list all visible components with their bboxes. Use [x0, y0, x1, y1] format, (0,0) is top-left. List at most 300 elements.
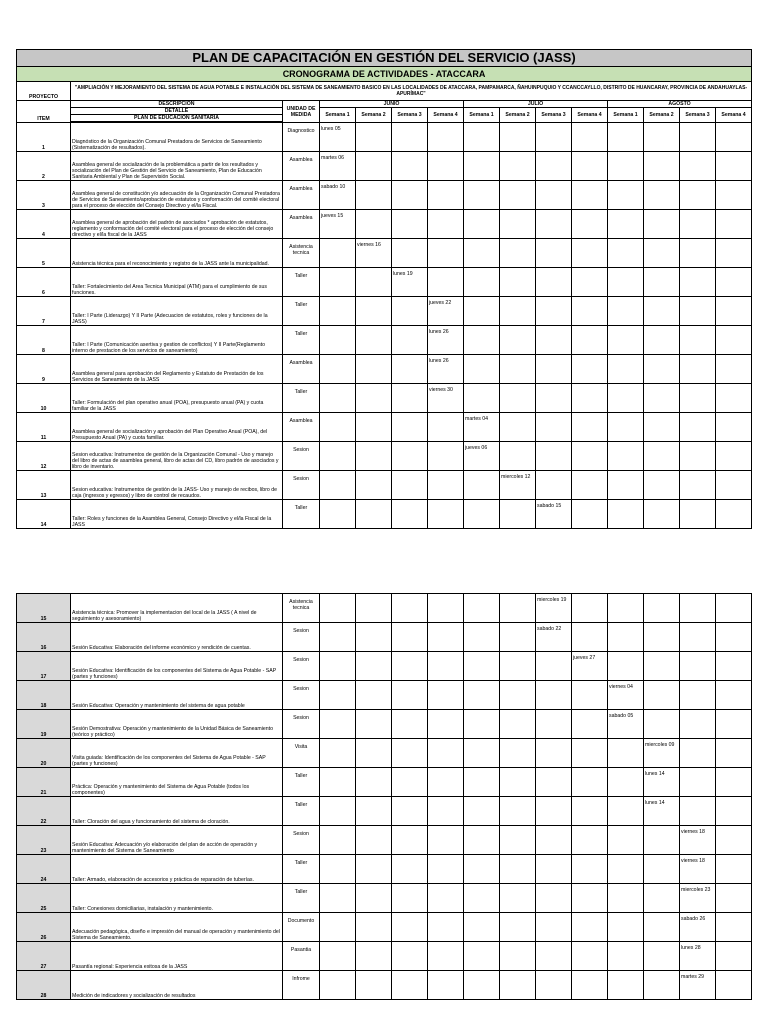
week-cell	[392, 297, 428, 326]
week-cell	[536, 384, 572, 413]
week-cell	[680, 355, 716, 384]
week-cell	[572, 768, 608, 797]
week-cell	[608, 623, 644, 652]
week-cell	[500, 326, 536, 355]
activity-description: Taller: Cloración del agua y funcionamiento del sistema de cloración.	[71, 797, 283, 826]
week-cell	[356, 768, 392, 797]
week-cell	[320, 442, 356, 471]
week-cell	[392, 413, 428, 442]
week-cell	[644, 442, 680, 471]
week-cell	[500, 210, 536, 239]
week-cell	[320, 355, 356, 384]
week-cell	[536, 181, 572, 210]
week-cell	[572, 913, 608, 942]
unit-of-measure: Sesion	[283, 681, 320, 710]
activity-description: Sesion educativa: Instrumentos de gestión de la JASS- Uso y manejo de recibos, libro de caja (ingresos y egresos) y libro de control de recaudos.	[71, 471, 283, 500]
week-cell	[608, 594, 644, 623]
week-cell	[500, 768, 536, 797]
week-cell	[536, 971, 572, 1000]
week-cell	[608, 500, 644, 529]
week-cell	[680, 239, 716, 268]
week-cell	[464, 123, 500, 152]
week-cell	[644, 500, 680, 529]
week-cell	[608, 210, 644, 239]
week-cell	[572, 181, 608, 210]
week-cell	[680, 210, 716, 239]
week-cell	[716, 210, 752, 239]
activity-description: Asistencia técnica para el reconocimiento y registro de la JASS ante la municipalidad.	[71, 239, 283, 268]
week-cell	[356, 442, 392, 471]
week-cell	[356, 181, 392, 210]
week-cell	[356, 942, 392, 971]
schedule-table-page1	[16, 49, 752, 529]
week-cell	[536, 210, 572, 239]
item-number: 13	[17, 471, 71, 500]
week-cell	[392, 152, 428, 181]
week-cell	[356, 268, 392, 297]
scheduled-date: viernes 18	[680, 826, 716, 855]
week-header: Semana 3	[536, 108, 572, 123]
week-cell	[320, 913, 356, 942]
scheduled-date: viernes 30	[428, 384, 464, 413]
week-cell	[464, 710, 500, 739]
week-cell	[644, 623, 680, 652]
scheduled-date: lunes 19	[392, 268, 428, 297]
table-row	[17, 442, 752, 471]
week-cell	[716, 681, 752, 710]
week-cell	[500, 681, 536, 710]
week-cell	[644, 355, 680, 384]
week-cell	[428, 855, 464, 884]
week-cell	[536, 442, 572, 471]
table-row	[17, 942, 752, 971]
week-cell	[680, 326, 716, 355]
week-cell	[356, 623, 392, 652]
item-number: 7	[17, 297, 71, 326]
week-cell	[392, 471, 428, 500]
week-cell	[716, 884, 752, 913]
unit-of-measure: Asamblea	[283, 210, 320, 239]
scheduled-date: miercoles 23	[680, 884, 716, 913]
item-number: 24	[17, 855, 71, 884]
month-agosto: AGOSTO	[608, 101, 752, 108]
week-cell	[608, 884, 644, 913]
week-cell	[680, 652, 716, 681]
week-cell	[608, 268, 644, 297]
week-cell	[644, 942, 680, 971]
week-cell	[536, 471, 572, 500]
scheduled-date: lunes 14	[644, 768, 680, 797]
week-cell	[572, 681, 608, 710]
week-cell	[716, 826, 752, 855]
activity-description: Sesión Educativa: Operación y mantenimiento del sistema de agua potable	[71, 681, 283, 710]
activity-description: Asamblea general de aprobación del padrón de asociados * aprobación de estatutos, reglamento y conformación del comité electoral para el proceso de elección del consejo directivo y el/la fiscal de la JASS	[71, 210, 283, 239]
week-cell	[680, 797, 716, 826]
week-cell	[428, 594, 464, 623]
scheduled-date: miercoles 19	[536, 594, 572, 623]
week-cell	[716, 768, 752, 797]
item-number: 8	[17, 326, 71, 355]
week-cell	[644, 239, 680, 268]
week-cell	[464, 594, 500, 623]
week-cell	[464, 181, 500, 210]
week-cell	[392, 123, 428, 152]
unit-of-measure: Sesion	[283, 442, 320, 471]
week-cell	[392, 942, 428, 971]
week-cell	[608, 913, 644, 942]
week-cell	[464, 355, 500, 384]
table-row	[17, 797, 752, 826]
week-cell	[464, 239, 500, 268]
week-cell	[608, 442, 644, 471]
unit-of-measure: Sesion	[283, 471, 320, 500]
week-cell	[464, 768, 500, 797]
week-cell	[356, 355, 392, 384]
week-cell	[608, 652, 644, 681]
week-cell	[428, 971, 464, 1000]
week-cell	[644, 826, 680, 855]
unit-of-measure: Pasantia	[283, 942, 320, 971]
week-cell	[716, 123, 752, 152]
week-cell	[680, 500, 716, 529]
week-cell	[572, 384, 608, 413]
detalle-header: DETALLE	[71, 108, 283, 115]
item-number: 5	[17, 239, 71, 268]
week-cell	[608, 384, 644, 413]
item-number: 12	[17, 442, 71, 471]
week-cell	[320, 681, 356, 710]
week-cell	[536, 268, 572, 297]
week-cell	[356, 500, 392, 529]
activity-description: Sesión Demostrativa: Operación y mantenimiento de la Unidad Básica de Saneamiento (teórico y práctico)	[71, 710, 283, 739]
week-cell	[644, 681, 680, 710]
unit-of-measure: Asamblea	[283, 355, 320, 384]
unit-of-measure: Taller	[283, 297, 320, 326]
week-cell	[392, 913, 428, 942]
week-cell	[356, 681, 392, 710]
week-cell	[320, 971, 356, 1000]
week-cell	[644, 181, 680, 210]
week-cell	[572, 355, 608, 384]
item-number: 20	[17, 739, 71, 768]
item-number: 28	[17, 971, 71, 1000]
week-cell	[536, 123, 572, 152]
week-cell	[392, 326, 428, 355]
activity-rows-page2	[17, 594, 752, 1000]
week-cell	[392, 971, 428, 1000]
week-cell	[680, 594, 716, 623]
week-header: Semana 3	[392, 108, 428, 123]
unit-of-measure: Documento	[283, 913, 320, 942]
week-cell	[320, 797, 356, 826]
table-row	[17, 855, 752, 884]
week-cell	[680, 123, 716, 152]
scheduled-date: jueves 22	[428, 297, 464, 326]
week-cell	[536, 884, 572, 913]
week-cell	[428, 942, 464, 971]
week-cell	[716, 739, 752, 768]
unit-of-measure: Taller	[283, 384, 320, 413]
week-cell	[680, 384, 716, 413]
week-cell	[536, 152, 572, 181]
week-cell	[680, 739, 716, 768]
week-cell	[572, 239, 608, 268]
week-cell	[572, 942, 608, 971]
week-cell	[392, 442, 428, 471]
week-cell	[644, 210, 680, 239]
week-cell	[716, 797, 752, 826]
table-row	[17, 971, 752, 1000]
week-cell	[608, 355, 644, 384]
unit-of-measure: Taller	[283, 855, 320, 884]
week-header: Semana 1	[464, 108, 500, 123]
table-row	[17, 355, 752, 384]
week-cell	[716, 971, 752, 1000]
week-cell	[536, 297, 572, 326]
week-cell	[500, 181, 536, 210]
unit-of-measure: Diagnostico	[283, 123, 320, 152]
week-cell	[680, 710, 716, 739]
scheduled-date: jueves 06	[464, 442, 500, 471]
week-cell	[356, 826, 392, 855]
week-cell	[320, 942, 356, 971]
week-cell	[392, 826, 428, 855]
item-number: 3	[17, 181, 71, 210]
week-cell	[356, 384, 392, 413]
item-number: 21	[17, 768, 71, 797]
week-cell	[428, 884, 464, 913]
activity-description: Taller: Conexiones domiciliarias, instalación y mantenimiento.	[71, 884, 283, 913]
week-cell	[320, 500, 356, 529]
week-cell	[572, 884, 608, 913]
unit-of-measure: Taller	[283, 797, 320, 826]
scheduled-date: viernes 16	[356, 239, 392, 268]
activity-description: Asamblea general de socialización de la problemática a partir de los resultados y socialización del Plan de Gestión del Servicio de Saneamiento, Plan de Educación Sanitaria Ambiental y Plan de Supervisión Social.	[71, 152, 283, 181]
week-cell	[608, 826, 644, 855]
activity-description: Taller: Armado, elaboración de accesorios y práctica de reparación de tuberías.	[71, 855, 283, 884]
week-cell	[644, 710, 680, 739]
week-cell	[356, 123, 392, 152]
item-number: 22	[17, 797, 71, 826]
week-cell	[500, 855, 536, 884]
table-row	[17, 297, 752, 326]
week-cell	[572, 739, 608, 768]
week-cell	[536, 739, 572, 768]
week-cell	[716, 268, 752, 297]
week-cell	[500, 442, 536, 471]
week-cell	[392, 797, 428, 826]
week-cell	[320, 710, 356, 739]
week-cell	[464, 797, 500, 826]
week-cell	[716, 326, 752, 355]
week-cell	[572, 297, 608, 326]
unidad-header: UNIDAD DE MEDIDA	[283, 101, 320, 123]
week-cell	[536, 413, 572, 442]
week-cell	[428, 442, 464, 471]
week-cell	[356, 913, 392, 942]
week-cell	[608, 739, 644, 768]
item-number: 6	[17, 268, 71, 297]
week-cell	[500, 710, 536, 739]
week-cell	[428, 123, 464, 152]
item-number: 14	[17, 500, 71, 529]
week-cell	[320, 239, 356, 268]
week-cell	[320, 326, 356, 355]
table-row	[17, 768, 752, 797]
week-cell	[320, 413, 356, 442]
unit-of-measure: Taller	[283, 884, 320, 913]
week-cell	[608, 942, 644, 971]
week-cell	[320, 855, 356, 884]
week-cell	[572, 471, 608, 500]
week-cell	[428, 826, 464, 855]
scheduled-date: martes 06	[320, 152, 356, 181]
month-julio: JULIO	[464, 101, 608, 108]
week-cell	[500, 826, 536, 855]
week-cell	[716, 442, 752, 471]
scheduled-date: viernes 18	[680, 855, 716, 884]
item-number: 17	[17, 652, 71, 681]
week-cell	[356, 471, 392, 500]
week-cell	[716, 181, 752, 210]
week-cell	[536, 942, 572, 971]
week-cell	[320, 384, 356, 413]
activity-description: Asamblea general de constitución y/o adecuación de la Organización Comunal Prestadora de Servicios de Saneamiento/aprobación de estatutos y conformación del comité electoral para el proceso de elección del Consejo Directivo y el/la Fiscal.	[71, 181, 283, 210]
week-cell	[500, 500, 536, 529]
week-cell	[500, 384, 536, 413]
week-cell	[428, 268, 464, 297]
week-header: Semana 1	[320, 108, 356, 123]
week-cell	[464, 326, 500, 355]
item-number: 26	[17, 913, 71, 942]
unit-of-measure: Asamblea	[283, 152, 320, 181]
week-cell	[392, 884, 428, 913]
doc-subtitle: CRONOGRAMA DE ACTIVIDADES - ATACCARA	[17, 67, 752, 82]
activity-description: Taller: I Parte (Liderazgo) Y II Parte (Adecuacion de estatutos, roles y funciones de la JASS)	[71, 297, 283, 326]
week-cell	[572, 326, 608, 355]
week-cell	[536, 710, 572, 739]
scheduled-date: martes 29	[680, 971, 716, 1000]
week-cell	[356, 210, 392, 239]
week-cell	[356, 594, 392, 623]
week-cell	[464, 471, 500, 500]
week-cell	[500, 594, 536, 623]
activity-description: Diagnóstico de la Organización Comunal Prestadora de Servicios de Saneamiento (Sistematización de resultados).	[71, 123, 283, 152]
activity-description: Adecuación pedagógica, diseño e impresión del manual de operación y mantenimiento del Sistema de Saneamiento.	[71, 913, 283, 942]
week-cell	[716, 594, 752, 623]
week-cell	[608, 471, 644, 500]
week-cell	[356, 297, 392, 326]
week-cell	[572, 710, 608, 739]
week-cell	[572, 152, 608, 181]
week-cell	[356, 971, 392, 1000]
week-cell	[500, 123, 536, 152]
week-cell	[716, 710, 752, 739]
item-number: 19	[17, 710, 71, 739]
week-cell	[644, 297, 680, 326]
week-cell	[680, 442, 716, 471]
week-cell	[392, 739, 428, 768]
week-cell	[716, 855, 752, 884]
week-header: Semana 2	[644, 108, 680, 123]
week-cell	[356, 855, 392, 884]
week-cell	[464, 152, 500, 181]
unit-of-measure: Sesion	[283, 826, 320, 855]
week-cell	[500, 413, 536, 442]
item-number: 25	[17, 884, 71, 913]
scheduled-date: sabado 26	[680, 913, 716, 942]
week-cell	[320, 623, 356, 652]
scheduled-date: lunes 28	[680, 942, 716, 971]
week-cell	[680, 681, 716, 710]
week-cell	[500, 652, 536, 681]
week-cell	[428, 471, 464, 500]
week-cell	[680, 413, 716, 442]
week-cell	[428, 913, 464, 942]
week-cell	[572, 500, 608, 529]
week-cell	[716, 152, 752, 181]
week-cell	[536, 239, 572, 268]
week-cell	[572, 797, 608, 826]
week-cell	[320, 652, 356, 681]
week-cell	[644, 268, 680, 297]
week-cell	[428, 413, 464, 442]
activity-description: Sesión Educativa: Identificación de los componentes del Sistema de Agua Potable - SAP (partes y funciones)	[71, 652, 283, 681]
table-row	[17, 739, 752, 768]
week-cell	[644, 855, 680, 884]
table-row	[17, 123, 752, 152]
week-cell	[608, 123, 644, 152]
unit-of-measure: Sesion	[283, 652, 320, 681]
table-row	[17, 384, 752, 413]
week-cell	[572, 442, 608, 471]
week-cell	[464, 681, 500, 710]
week-cell	[464, 826, 500, 855]
unit-of-measure: Sesion	[283, 623, 320, 652]
week-cell	[680, 297, 716, 326]
item-number: 2	[17, 152, 71, 181]
week-cell	[680, 623, 716, 652]
week-cell	[716, 384, 752, 413]
week-header: Semana 1	[608, 108, 644, 123]
week-cell	[608, 297, 644, 326]
week-cell	[680, 471, 716, 500]
week-cell	[392, 710, 428, 739]
activity-description: Pasantía regional: Experiencia exitosa de la JASS	[71, 942, 283, 971]
scheduled-date: martes 04	[464, 413, 500, 442]
table-row	[17, 239, 752, 268]
item-number: 10	[17, 384, 71, 413]
week-cell	[536, 855, 572, 884]
week-cell	[392, 652, 428, 681]
week-cell	[392, 500, 428, 529]
table-row	[17, 710, 752, 739]
week-cell	[464, 652, 500, 681]
week-header: Semana 2	[500, 108, 536, 123]
scheduled-date: jueves 15	[320, 210, 356, 239]
week-cell	[464, 942, 500, 971]
week-cell	[536, 652, 572, 681]
table-row	[17, 268, 752, 297]
week-cell	[428, 710, 464, 739]
scheduled-date: miercoles 12	[500, 471, 536, 500]
activity-description: Práctica: Operación y mantenimiento del Sistema de Agua Potable (todos los componentes)	[71, 768, 283, 797]
week-cell	[608, 768, 644, 797]
activity-description: Taller: Formulación del plan operativo anual (POA), presupuesto anual (PA) y cuota familiar de la JASS	[71, 384, 283, 413]
week-cell	[608, 181, 644, 210]
week-cell	[608, 855, 644, 884]
week-cell	[428, 500, 464, 529]
